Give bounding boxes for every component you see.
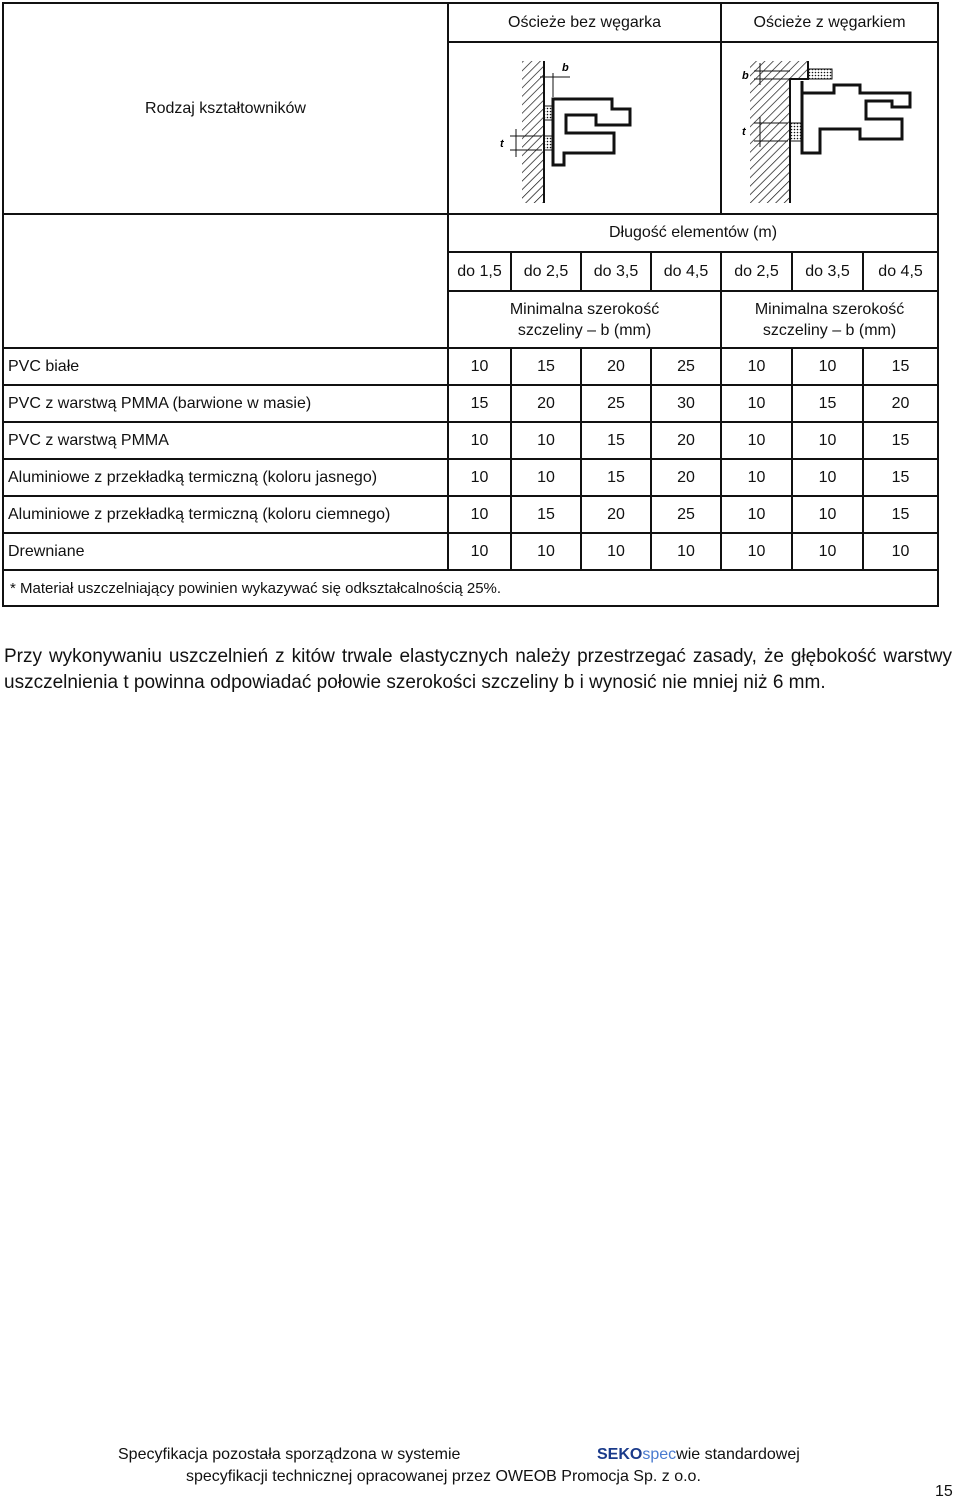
cell-value: 20 xyxy=(511,385,581,422)
blank-side-cell-2 xyxy=(3,252,448,291)
cell-value: 10 xyxy=(581,533,651,570)
cell-value: 20 xyxy=(651,422,721,459)
page-number: 15 xyxy=(935,1483,953,1500)
range-2: do 3,5 xyxy=(581,252,651,291)
jamb-without-rebate-drawing xyxy=(480,53,690,203)
range-6: do 4,5 xyxy=(863,252,938,291)
cell-value: 15 xyxy=(863,459,938,496)
footer-brand xyxy=(597,1446,800,1464)
cell-value: 15 xyxy=(581,459,651,496)
footer-line-2: specyfikacji technicznej opracowanej przez OWEOB Promocja Sp. z o.o. xyxy=(186,1468,701,1485)
header-variant-1: Ościeże bez węgarka xyxy=(448,3,721,42)
row-name: PVC z warstwą PMMA xyxy=(3,422,448,459)
cell-value: 15 xyxy=(511,496,581,533)
cell-value: 10 xyxy=(721,422,792,459)
table-row xyxy=(3,422,938,459)
cell-value: 15 xyxy=(581,422,651,459)
cell-value: 10 xyxy=(511,422,581,459)
row-header-cell xyxy=(3,3,448,214)
length-header: Długość elementów (m) xyxy=(448,214,938,252)
cell-value: 10 xyxy=(448,459,511,496)
table-row xyxy=(3,385,938,422)
table-note: * Materiał uszczelniający powinien wykazywać się odkształcalnością 25%. xyxy=(3,570,938,606)
label-b-2: b xyxy=(741,70,749,82)
row-name: Aluminiowe z przekładką termiczną (koloru jasnego) xyxy=(3,459,448,496)
cell-value: 25 xyxy=(581,385,651,422)
row-header: Rodzaj kształtowników xyxy=(145,99,306,117)
cell-value: 30 xyxy=(651,385,721,422)
table-row xyxy=(3,496,938,533)
range-1: do 2,5 xyxy=(511,252,581,291)
cell-value: 15 xyxy=(863,422,938,459)
body-paragraph: Przy wykonywaniu uszczelnień z kitów trwale elastycznych należy przestrzegać zasady, że głębokość warstwy uszczelnienia t powinna odpowiadać połowie szerokości szczeliny b i wynosić nie mniej niż 6 mm. xyxy=(4,646,952,693)
row-name: PVC z warstwą PMMA (barwione w masie) xyxy=(3,385,448,422)
label-b-1: b xyxy=(561,62,569,74)
range-0: do 1,5 xyxy=(448,252,511,291)
cell-value: 10 xyxy=(792,459,863,496)
cell-value: 25 xyxy=(651,496,721,533)
cell-value: 10 xyxy=(448,533,511,570)
range-4: do 2,5 xyxy=(721,252,792,291)
cell-value: 10 xyxy=(721,496,792,533)
min-width-header-2: Minimalna szerokość szczeliny – b (mm) xyxy=(721,291,938,348)
drawing-cell-2 xyxy=(721,42,938,214)
cell-value: 10 xyxy=(448,422,511,459)
cell-value: 10 xyxy=(651,533,721,570)
table-row xyxy=(3,533,938,570)
cell-value: 10 xyxy=(721,385,792,422)
label-t-2: t xyxy=(741,126,746,138)
cell-value: 10 xyxy=(448,348,511,385)
brand-suffix: wie standardowej xyxy=(676,1446,800,1463)
cell-value: 10 xyxy=(792,422,863,459)
gap-width-table xyxy=(2,2,939,607)
cell-value: 20 xyxy=(581,348,651,385)
cell-value: 10 xyxy=(511,533,581,570)
cell-value: 20 xyxy=(863,385,938,422)
jamb-with-rebate-drawing xyxy=(730,53,930,203)
row-name: Drewniane xyxy=(3,533,448,570)
table-row xyxy=(3,348,938,385)
label-t-1: t xyxy=(499,138,504,150)
brand-seko: SEKO xyxy=(597,1446,643,1463)
row-name: PVC białe xyxy=(3,348,448,385)
range-5: do 3,5 xyxy=(792,252,863,291)
cell-value: 10 xyxy=(511,459,581,496)
cell-value: 15 xyxy=(863,496,938,533)
header-variant-2: Ościeże z węgarkiem xyxy=(721,3,938,42)
footer-line-1: Specyfikacja pozostała sporządzona w systemie xyxy=(118,1446,461,1463)
cell-value: 15 xyxy=(792,385,863,422)
cell-value: 10 xyxy=(721,459,792,496)
range-3: do 4,5 xyxy=(651,252,721,291)
cell-value: 10 xyxy=(721,533,792,570)
brand-spec: spec xyxy=(642,1446,677,1463)
cell-value: 25 xyxy=(651,348,721,385)
min-width-header-1: Minimalna szerokość szczeliny – b (mm) xyxy=(448,291,721,348)
row-name: Aluminiowe z przekładką termiczną (koloru ciemnego) xyxy=(3,496,448,533)
cell-value: 10 xyxy=(792,533,863,570)
cell-value: 10 xyxy=(721,348,792,385)
cell-value: 10 xyxy=(792,496,863,533)
cell-value: 10 xyxy=(792,348,863,385)
blank-side-cell-3 xyxy=(3,291,448,348)
cell-value: 15 xyxy=(448,385,511,422)
table-row xyxy=(3,459,938,496)
cell-value: 20 xyxy=(651,459,721,496)
cell-value: 15 xyxy=(511,348,581,385)
cell-value: 10 xyxy=(448,496,511,533)
drawing-cell-1 xyxy=(448,42,721,214)
cell-value: 20 xyxy=(581,496,651,533)
blank-side-cell-1 xyxy=(3,214,448,252)
cell-value: 10 xyxy=(863,533,938,570)
cell-value: 15 xyxy=(863,348,938,385)
